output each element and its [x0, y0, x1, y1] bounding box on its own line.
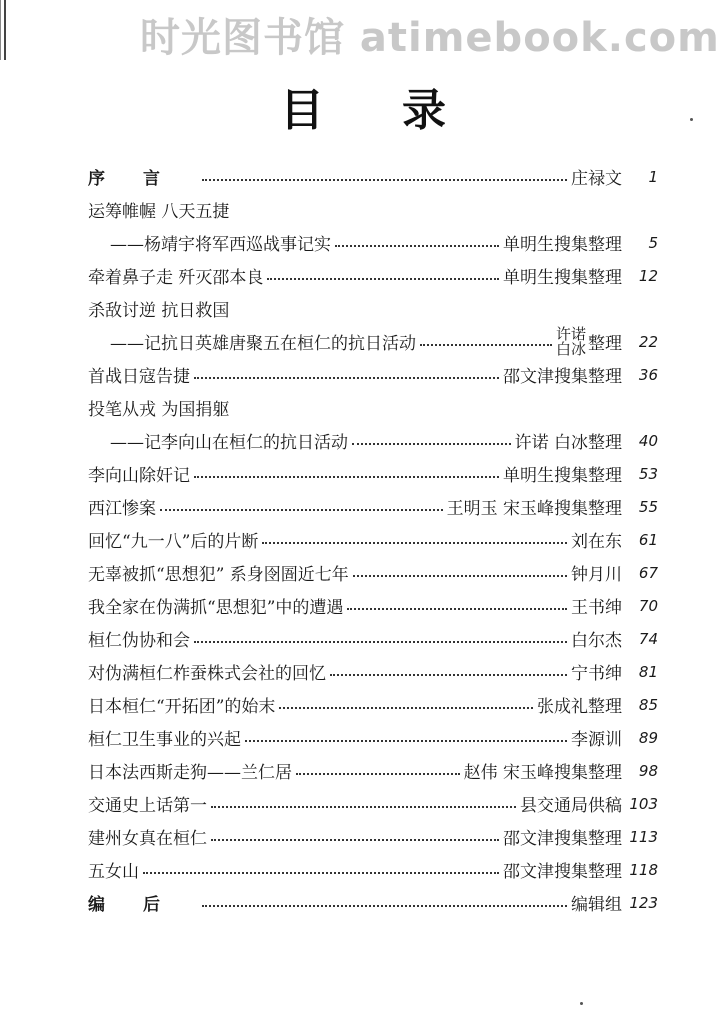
toc-entry-title: 交通史上话第一: [88, 796, 207, 816]
toc-entry-title: 桓仁卫生事业的兴起: [88, 730, 241, 750]
dot-leader: [160, 509, 443, 511]
page-title: 目录: [280, 85, 524, 136]
toc-entry[interactable]: [88, 391, 658, 424]
toc-entry-page: 98: [638, 761, 658, 780]
toc-entry-title: 日本法西斯走狗——兰仁居: [88, 763, 292, 783]
toc-entry-author: 邵文津搜集整理: [503, 862, 622, 882]
dot-leader: [194, 476, 499, 478]
toc-entry[interactable]: [88, 886, 658, 919]
toc-entry-author: 庄禄文: [571, 169, 622, 189]
toc-entry[interactable]: [88, 259, 658, 292]
toc-entry-page: 85: [638, 695, 658, 714]
toc-entry-author: 许诺 白冰整理: [514, 433, 622, 453]
dot-leader: [330, 674, 567, 676]
table-of-contents: [88, 160, 658, 919]
toc-entry-subtitle[interactable]: [88, 424, 658, 457]
toc-entry-author: 单明生搜集整理: [503, 268, 622, 288]
toc-entry-page: 53: [638, 464, 658, 483]
dot-leader: [211, 806, 516, 808]
toc-entry-author-role: 整理: [588, 334, 622, 354]
toc-entry-page: 74: [638, 629, 658, 648]
toc-entry-author: 李源训: [571, 730, 622, 750]
toc-entry[interactable]: [88, 721, 658, 754]
toc-entry-title: 杀敌讨逆 抗日救国: [88, 301, 230, 321]
dot-leader: [347, 608, 567, 610]
toc-entry-title: 牵着鼻子走 歼灭邵本良: [88, 268, 264, 288]
dot-leader: [267, 278, 499, 280]
toc-entry-title: 桓仁伪协和会: [88, 631, 190, 651]
scan-speck: [690, 118, 693, 121]
toc-entry-author: 白冰: [555, 339, 586, 358]
toc-entry-title: 回忆“九一八”后的片断: [88, 532, 259, 552]
toc-entry-page: 40: [638, 431, 658, 450]
toc-entry-page: 81: [638, 662, 658, 681]
toc-entry-page: 113: [629, 827, 658, 846]
toc-entry-author: 邵文津搜集整理: [503, 829, 622, 849]
dot-leader: [194, 377, 499, 379]
toc-entry[interactable]: [88, 787, 658, 820]
toc-entry-title: 对伪满桓仁柞蚕株式会社的回忆: [88, 664, 326, 684]
toc-entry-author: 邵文津搜集整理: [503, 367, 622, 387]
toc-entry-page: 123: [629, 893, 658, 912]
toc-entry[interactable]: [88, 292, 658, 325]
toc-entry-title: ——记抗日英雄唐聚五在桓仁的抗日活动: [110, 334, 416, 354]
toc-entry-title: 序言: [88, 169, 198, 189]
dot-leader: [202, 179, 567, 181]
toc-entry-page: 118: [629, 860, 658, 879]
toc-entry-author: 宁书绅: [571, 664, 622, 684]
toc-entry-title: 我全家在伪满抓“思想犯”中的遭遇: [88, 598, 344, 618]
dot-leader: [202, 905, 567, 907]
toc-entry[interactable]: [88, 523, 658, 556]
toc-entry[interactable]: [88, 358, 658, 391]
toc-entry-title: 运筹帷幄 八天五捷: [88, 202, 230, 222]
toc-entry-title: 无辜被抓“思想犯” 系身囹圄近七年: [88, 565, 349, 585]
toc-entry-title: 编后: [88, 895, 198, 915]
toc-entry-subtitle[interactable]: [88, 325, 658, 358]
dot-leader: [211, 839, 499, 841]
binding-edge: [0, 0, 6, 60]
toc-entry[interactable]: [88, 457, 658, 490]
dot-leader: [262, 542, 567, 544]
toc-entry-title: 投笔从戎 为国捐躯: [88, 400, 230, 420]
dot-leader: [296, 773, 460, 775]
toc-entry-page: 103: [629, 794, 658, 813]
toc-entry-page: 12: [638, 266, 658, 285]
toc-entry-page: 1: [648, 167, 658, 186]
toc-entry-page: 22: [638, 332, 658, 351]
toc-entry-author: 刘在东: [571, 532, 622, 552]
toc-entry-author: 王明玉 宋玉峰搜集整理: [446, 499, 622, 519]
toc-entry-page: 5: [648, 233, 658, 252]
toc-entry-page: 61: [638, 530, 658, 549]
toc-entry[interactable]: [88, 754, 658, 787]
toc-entry-title: 五女山: [88, 862, 139, 882]
toc-entry[interactable]: [88, 622, 658, 655]
toc-entry-authors-stacked: [555, 324, 586, 358]
dot-leader: [335, 245, 499, 247]
watermark: 时光图书馆 atimebook.com: [140, 15, 720, 61]
toc-entry-title: 建州女真在桓仁: [88, 829, 207, 849]
toc-entry-author: 王书绅: [571, 598, 622, 618]
toc-entry-author: 钟月川: [571, 565, 622, 585]
toc-entry-page: 89: [638, 728, 658, 747]
toc-entry-author: 单明生搜集整理: [503, 235, 622, 255]
toc-entry[interactable]: [88, 853, 658, 886]
toc-entry-page: 36: [638, 365, 658, 384]
toc-entry-page: 70: [638, 596, 658, 615]
dot-leader: [420, 344, 552, 346]
dot-leader: [353, 575, 567, 577]
toc-entry-page: 67: [638, 563, 658, 582]
toc-entry[interactable]: [88, 589, 658, 622]
dot-leader: [245, 740, 567, 742]
toc-entry-title: 首战日寇告捷: [88, 367, 190, 387]
toc-entry-subtitle[interactable]: [88, 226, 658, 259]
toc-entry-author: 编辑组: [571, 895, 622, 915]
toc-entry-page: 55: [638, 497, 658, 516]
toc-entry[interactable]: [88, 193, 658, 226]
toc-entry-author: 单明生搜集整理: [503, 466, 622, 486]
dot-leader: [279, 707, 533, 709]
dot-leader: [143, 872, 499, 874]
toc-entry-author: 许诺: [555, 324, 586, 343]
toc-entry-title: 日本桓仁“开拓团”的始末: [88, 697, 276, 717]
scan-speck: [580, 1002, 583, 1005]
toc-entry-author: 张成礼整理: [537, 697, 622, 717]
toc-entry-title: ——记李向山在桓仁的抗日活动: [110, 433, 348, 453]
toc-entry[interactable]: [88, 688, 658, 721]
toc-entry-author: 赵伟 宋玉峰搜集整理: [463, 763, 622, 783]
dot-leader: [194, 641, 567, 643]
toc-entry-title: 李向山除奸记: [88, 466, 190, 486]
toc-entry[interactable]: [88, 556, 658, 589]
toc-entry[interactable]: [88, 160, 658, 193]
toc-entry-title: 西江惨案: [88, 499, 156, 519]
toc-entry-author: 县交通局供稿: [520, 796, 622, 816]
dot-leader: [352, 443, 511, 445]
toc-entry[interactable]: [88, 820, 658, 853]
toc-entry-title: ——杨靖宇将军西巡战事记实: [110, 235, 331, 255]
toc-entry-author: 白尔杰: [571, 631, 622, 651]
toc-entry[interactable]: [88, 490, 658, 523]
toc-entry[interactable]: [88, 655, 658, 688]
